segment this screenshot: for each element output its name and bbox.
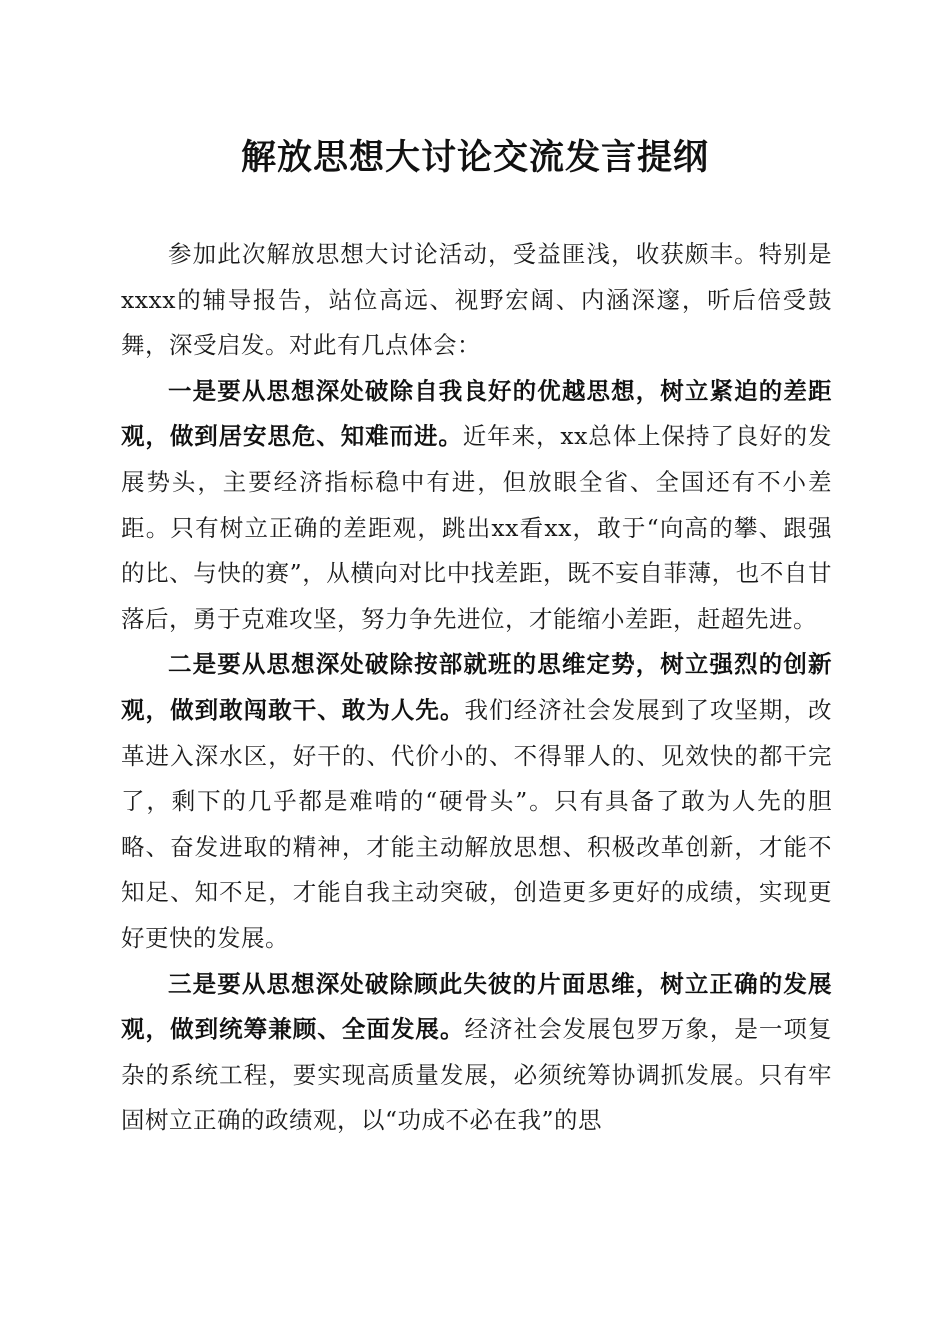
document-body	[121, 232, 832, 1144]
paragraph-intro	[121, 232, 832, 369]
paragraph-lead: 三是要从思想深处破除顾此失彼的片面思维，树立正确的发展观，做到统筹兼顾、全面发展。	[121, 969, 832, 1044]
paragraph-point-three	[121, 962, 832, 1144]
paragraph-point-two	[121, 642, 832, 961]
paragraph-lead: 二是要从思想深处破除按部就班的思维定势，树立强烈的创新观，做到敢闯敢干、敢为人先。	[121, 650, 832, 724]
paragraph-text: 我们经济社会发展到了攻坚期，改革进入深水区，好干的、代价小的、不得罪人的、见效快的都干完了，剩下的几乎都是难啃的“硬骨头”。只有具备了敢为人先的胆略、奋发进取的精神，才能主动解放思想、积极改革创新，才能不知足、知不足，才能自我主动突破，创造更多更好的成绩，实现更好更快的发展。	[121, 695, 832, 952]
paragraph-text: 参加此次解放思想大讨论活动，受益匪浅，收获颇丰。特别是xxxx的辅导报告，站位高远、视野宏阔、内涵深邃，听后倍受鼓舞，深受启发。对此有几点体会：	[121, 240, 832, 360]
paragraph-point-one	[121, 369, 832, 643]
paragraph-lead: 一是要从思想深处破除自我良好的优越思想，树立紧迫的差距观，做到居安思危、知难而进。	[121, 376, 832, 451]
paragraph-text: 经济社会发展包罗万象，是一项复杂的系统工程，要实现高质量发展，必须统筹协调抓发展。只有牢固树立正确的政绩观，以“功成不必在我”的思	[121, 1015, 832, 1135]
paragraph-text: 近年来，xx总体上保持了良好的发展势头，主要经济指标稳中有进，但放眼全省、全国还有不小差距。只有树立正确的差距观，跳出xx看xx，敢于“向高的攀、跟强的比、与快的赛”，从横向对比中找差距，既不妄自菲薄，也不自甘落后，勇于克难攻坚，努力争先进位，才能缩小差距，赶超先进。	[121, 422, 832, 633]
document-title: 解放思想大讨论交流发言提纲	[240, 137, 709, 178]
